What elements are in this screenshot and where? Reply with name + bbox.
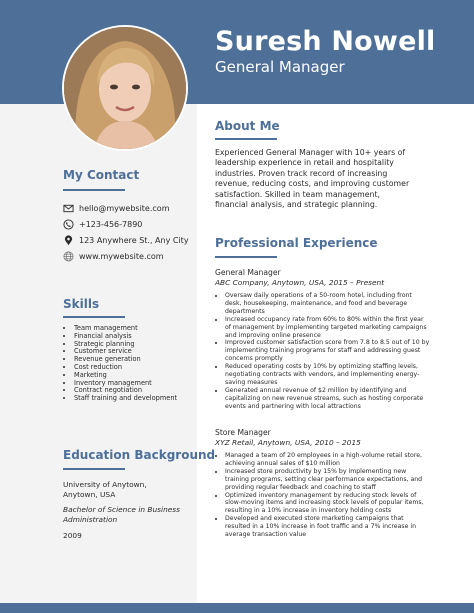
job-company-1: ABC Company, Anytown, USA, 2015 – Present <box>215 278 385 287</box>
job-bullet: • Managed a team of 20 employees in a high-volume retail store, achieving annual sales of $10 million <box>225 452 430 468</box>
job-bullet: • Increased store productivity by 15% by implementing new training programs, setting clear performance expectations, and providing regular feedback and coaching to staff <box>225 468 430 492</box>
skills-title: Skills <box>63 297 100 311</box>
mail-icon <box>63 203 74 214</box>
skill-item: • Inventory management <box>74 380 177 388</box>
skills-rule <box>63 316 125 318</box>
contact-title: My Contact <box>63 168 140 182</box>
contact-email[interactable] <box>63 203 169 214</box>
skill-item: • Contract negotiation <box>74 387 177 395</box>
profile-photo <box>64 27 186 149</box>
experience-rule <box>215 256 277 258</box>
job-bullet: • Generated annual revenue of $2 million by identifying and capitalizing on new revenue streams, such as hosting corporate events and partnering with local attractions <box>225 387 430 411</box>
skill-item: • Cost reduction <box>74 364 177 372</box>
job-bullets-1 <box>215 292 430 411</box>
skills-list <box>63 325 177 403</box>
skill-item: • Team management <box>74 325 177 333</box>
job-bullet: • Increased occupancy rate from 60% to 80% within the first year of management by implementing targeted marketing campaigns and improving online presence <box>225 316 430 340</box>
education-title: Education Background <box>63 448 216 462</box>
about-title: About Me <box>215 119 280 133</box>
job-role: General Manager <box>215 58 345 76</box>
skill-item: • Financial analysis <box>74 333 177 341</box>
education-rule <box>63 468 125 470</box>
contact-phone-text: +123-456-7890 <box>79 220 143 229</box>
skill-item: • Strategic planning <box>74 341 177 349</box>
education-year: 2009 <box>63 531 82 540</box>
skill-item: • Marketing <box>74 372 177 380</box>
contact-phone[interactable] <box>63 219 142 230</box>
footer-band <box>0 603 474 613</box>
job-bullet: • Improved customer satisfaction score from 7.8 to 8.5 out of 10 by implementing training programs for staff and addressing guest concerns promptly <box>225 339 430 363</box>
experience-title: Professional Experience <box>215 236 378 250</box>
person-name: Suresh Nowell <box>215 26 436 57</box>
skill-item: • Customer service <box>74 348 177 356</box>
globe-icon <box>63 251 74 262</box>
about-text: Experienced General Manager with 10+ years of leadership experience in retail and hospitality industries. Proven track record of increasing revenue, reducing costs, and improving customer satisfaction. Skilled in team management, financial analysis, and strategic planning. <box>215 148 410 210</box>
education-degree-line2: Administration <box>63 515 118 524</box>
contact-website-text: www.mywebsite.com <box>79 252 164 261</box>
job-bullet: • Optimized inventory management by reducing stock levels of slow-moving items and increasing stock levels of popular items, resulting in a 10% increase in inventory holding costs <box>225 492 430 516</box>
contact-email-text: hello@mywebsite.com <box>79 204 170 213</box>
job-title-2: Store Manager <box>215 428 271 437</box>
about-rule <box>215 138 277 140</box>
contact-website[interactable] <box>63 251 164 262</box>
job-bullet: • Developed and executed store marketing campaigns that resulted in a 10% increase in foot traffic and a 7% increase in average transaction value <box>225 515 430 539</box>
job-bullets-2 <box>215 452 430 539</box>
education-school-line2: Anytown, USA <box>63 490 116 499</box>
contact-rule <box>63 189 125 191</box>
portrait-illustration <box>64 27 186 149</box>
skill-item: • Revenue generation <box>74 356 177 364</box>
job-company-2: XYZ Retail, Anytown, USA, 2010 – 2015 <box>215 438 361 447</box>
phone-icon <box>63 219 74 230</box>
skill-item: • Staff training and development <box>74 395 177 403</box>
job-bullet: • Reduced operating costs by 10% by optimizing staffing levels, negotiating contracts with vendors, and implementing energy-saving measures <box>225 363 430 387</box>
contact-address-text: 123 Anywhere St., Any City <box>79 236 189 245</box>
job-title-1: General Manager <box>215 268 281 277</box>
education-school-line1: University of Anytown, <box>63 480 147 489</box>
location-pin-icon <box>63 235 74 246</box>
job-bullet: • Oversaw daily operations of a 50-room hotel, including front desk, housekeeping, maintenance, and food and beverage departments <box>225 292 430 316</box>
education-degree-line1: Bachelor of Science in Business <box>63 505 181 514</box>
contact-address <box>63 235 189 246</box>
